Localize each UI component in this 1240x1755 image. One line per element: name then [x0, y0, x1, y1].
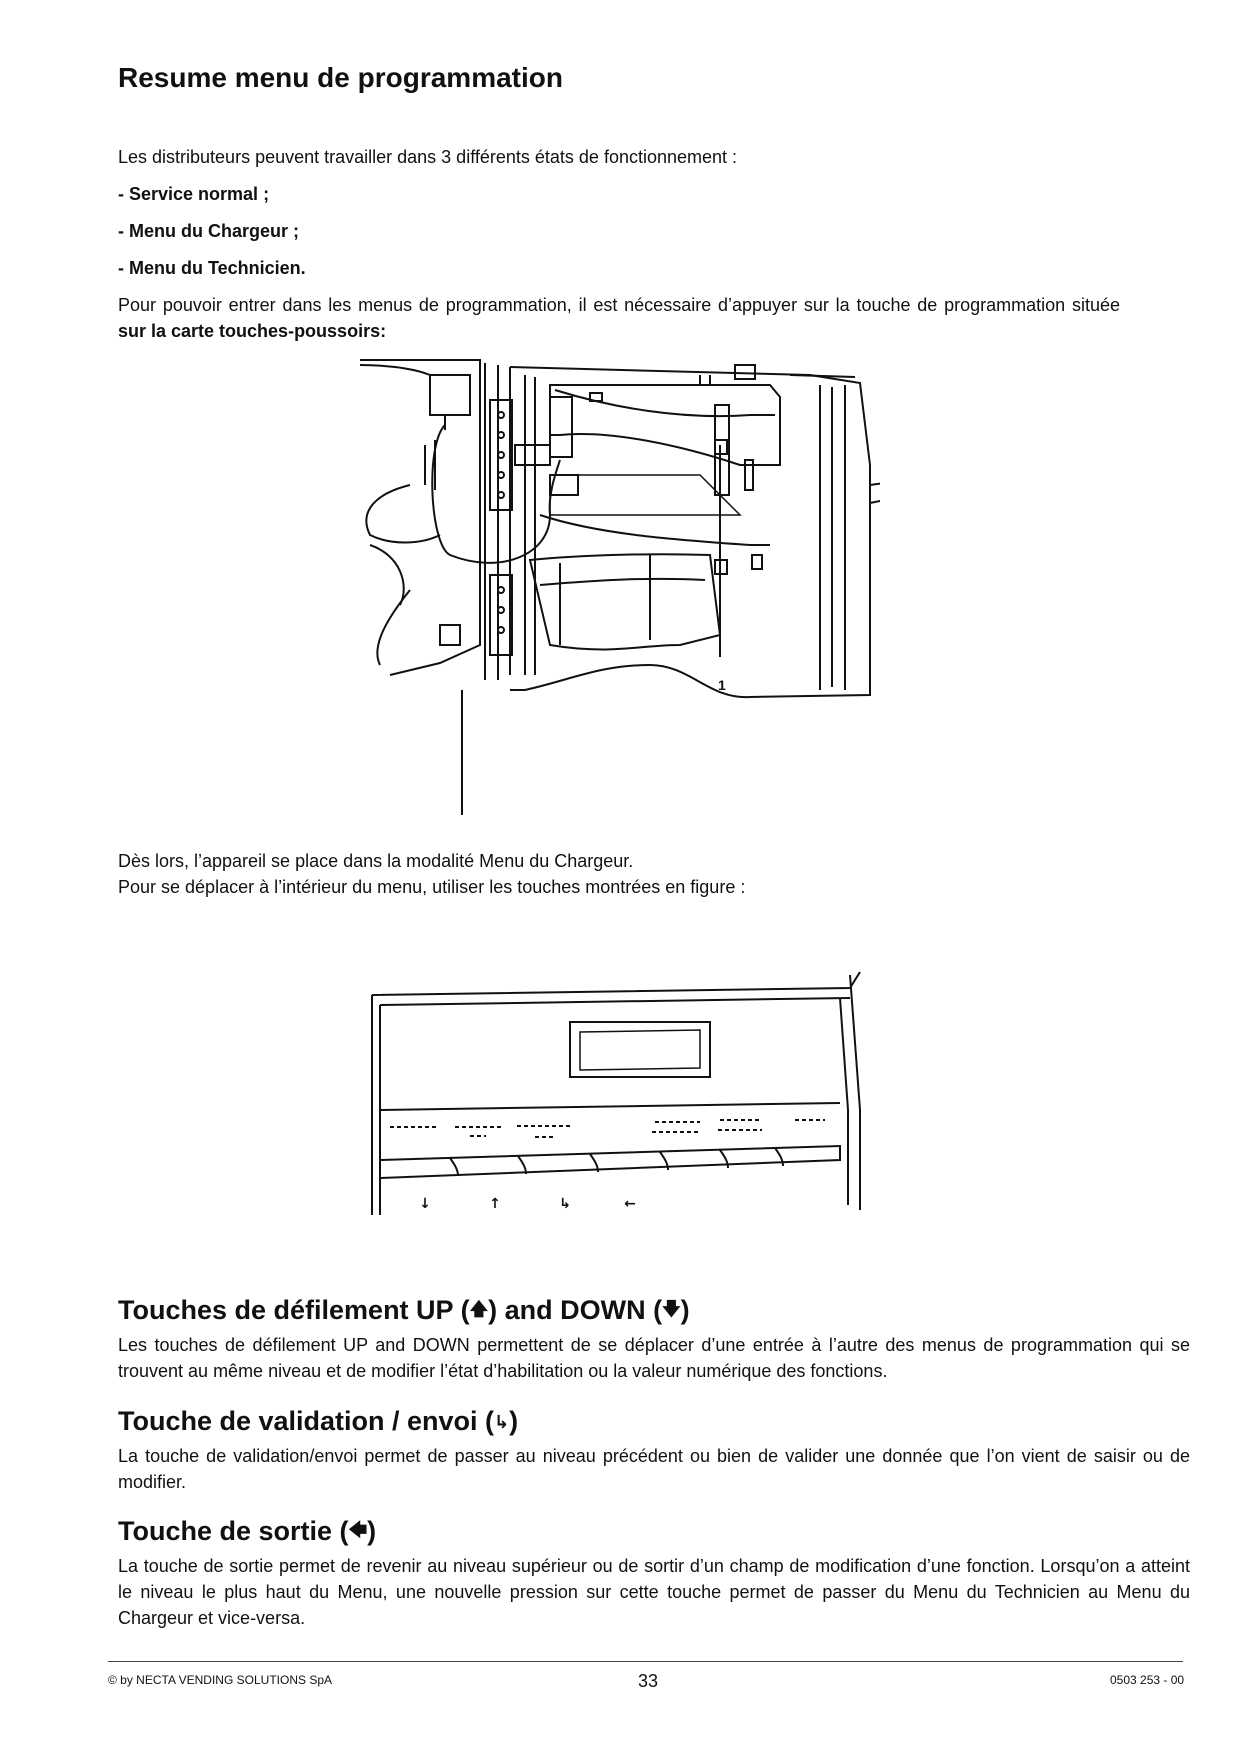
state-service-normal: - Service normal ; — [118, 184, 270, 204]
up-arrow-icon: 🡅 — [469, 1298, 489, 1319]
section-heading-validation-part1: Touche de validation / envoi ( — [118, 1406, 495, 1436]
section-heading-exit-part1: Touche de sortie ( — [118, 1516, 349, 1546]
section-heading-validation — [118, 1406, 518, 1437]
down-arrow-icon: 🡇 — [662, 1298, 681, 1319]
footer-doc-code: 0503 253 - 00 — [1110, 1673, 1185, 1687]
section-heading-scroll-part2: ) and DOWN ( — [488, 1295, 663, 1325]
page-number: 33 — [638, 1671, 659, 1691]
figure1-callout-label: 1 — [718, 677, 726, 693]
instruction-text — [118, 292, 1120, 344]
section-body-scroll: Les touches de défilement UP and DOWN permettent de se déplacer d’une entrée à l’autre des menus de programmation qui se trouvent au même niveau et de modifier l’état d’habilitation ou la valeur numérique des fonctions. — [118, 1335, 1190, 1381]
door-interior-figure — [350, 345, 880, 815]
up-key-arrow-icon: ↑ — [489, 1196, 501, 1212]
section-heading-exit-part2: ) — [367, 1516, 377, 1546]
exit-arrow-icon: 🡄 — [348, 1519, 368, 1540]
section-body-validation: La touche de validation/envoi permet de passer au niveau précédent ou bien de valider une donnée que l’on vient de saisir ou de modifier. — [118, 1446, 1190, 1492]
enter-key-arrow-icon: ↳ — [559, 1196, 571, 1212]
section-body-exit: La touche de sortie permet de revenir au niveau supérieur ou de sortir d’un champ de modification d’une fonction. Lorsqu’on a atteint le niveau le plus haut du Menu, une nouvelle pression sur cette touche permet de passer du Menu du Technicien au Menu du Chargeur et vice-versa. — [118, 1556, 1190, 1628]
section-heading-validation-part2: ) — [509, 1406, 519, 1436]
footer-copyright: © by NECTA VENDING SOLUTIONS SpA — [108, 1673, 333, 1687]
intro-text: Les distributeurs peuvent travailler dans 3 différents états de fonctionnement : — [118, 147, 738, 167]
exit-key-arrow-icon: ← — [624, 1196, 636, 1212]
enter-arrow-icon: ↳ — [494, 1412, 510, 1433]
after-figure-line-2: Pour se déplacer à l’intérieur du menu, utiliser les touches montrées en figure : — [118, 877, 746, 897]
instruction-text-main: Pour pouvoir entrer dans les menus de programmation, il est nécessaire d’appuyer sur la touche de programmation située — [118, 295, 1120, 315]
section-heading-scroll-part1: Touches de défilement UP ( — [118, 1295, 470, 1325]
section-heading-scroll-part3: ) — [680, 1295, 690, 1325]
footer-divider — [108, 1661, 1183, 1662]
instruction-text-bold: sur la carte touches-poussoirs: — [118, 321, 387, 341]
down-key-arrow-icon: ↓ — [419, 1196, 431, 1212]
state-menu-technicien: - Menu du Technicien. — [118, 258, 306, 278]
page-title: Resume menu de programmation — [118, 62, 563, 93]
section-heading-scroll — [118, 1295, 690, 1327]
key-panel-figure — [370, 960, 870, 1230]
section-heading-exit — [118, 1516, 376, 1548]
state-menu-chargeur: - Menu du Chargeur ; — [118, 221, 299, 241]
after-figure-line-1: Dès lors, l’appareil se place dans la modalité Menu du Chargeur. — [118, 851, 634, 871]
